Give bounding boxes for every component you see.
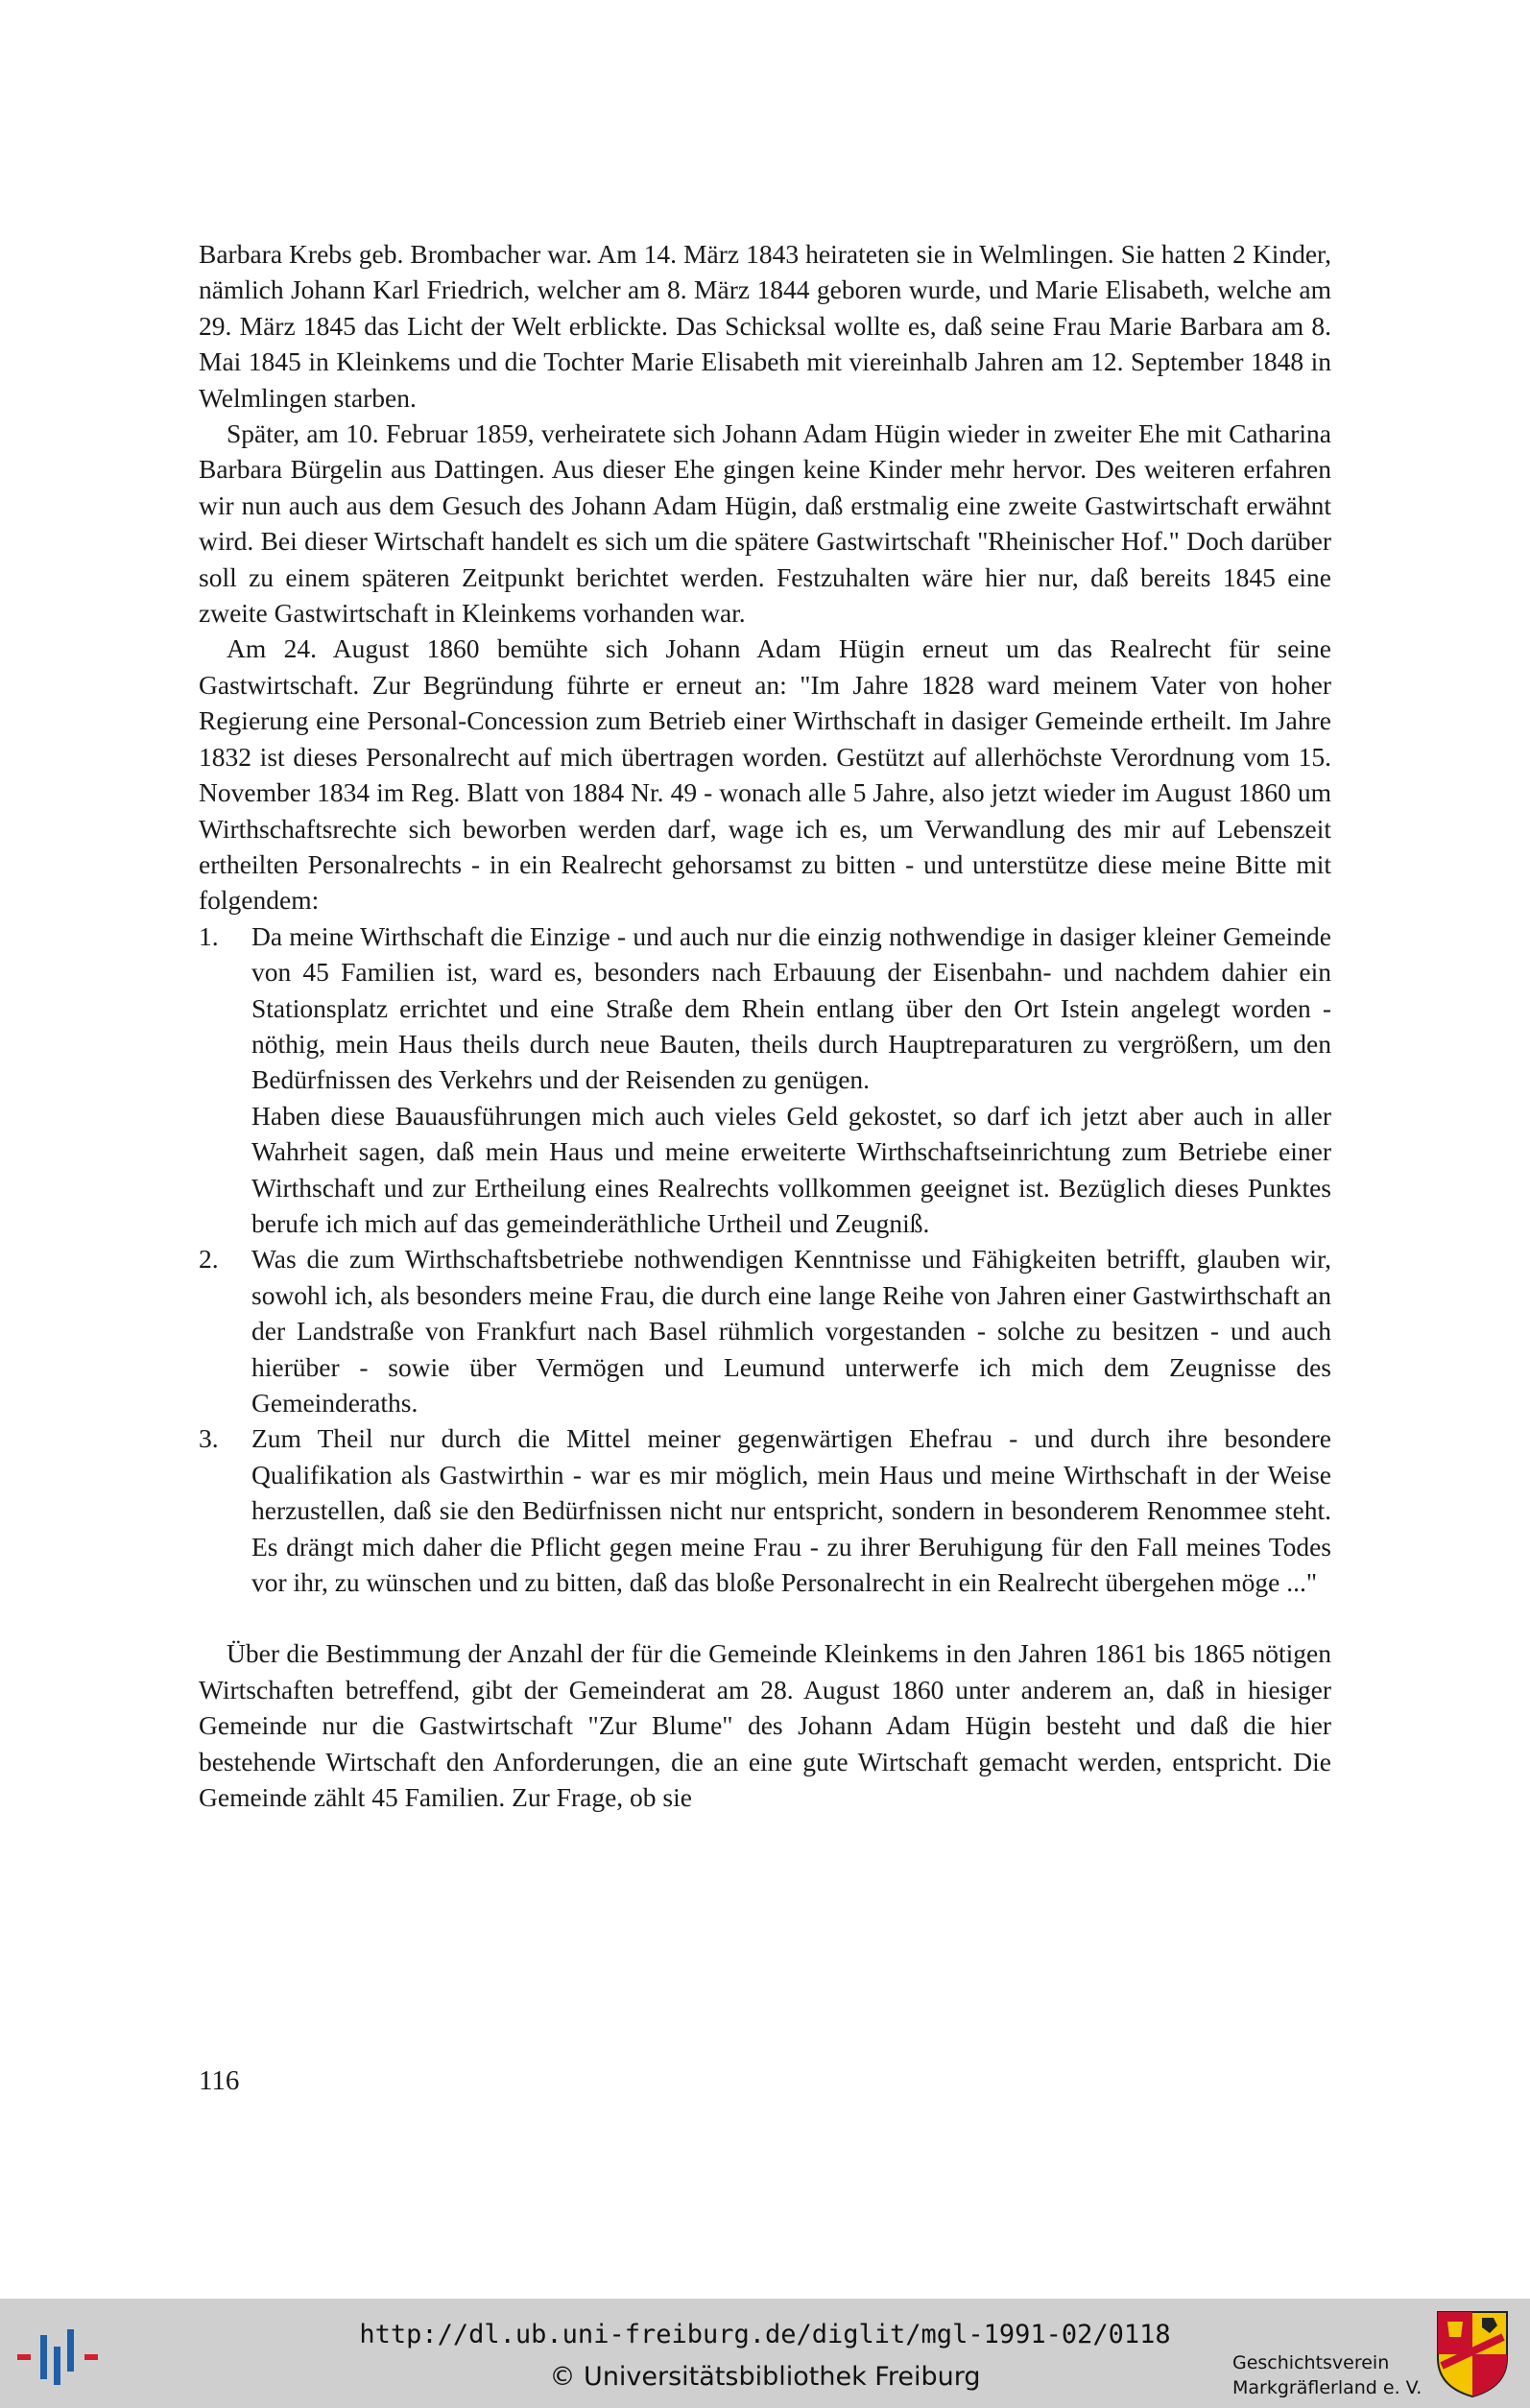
list-number: 1. <box>199 920 219 951</box>
page-number: 116 <box>199 2065 240 2096</box>
society-name <box>1232 2350 1422 2400</box>
society-line: Markgräflerland e. V. <box>1232 2377 1422 2398</box>
list-item <box>199 1241 1331 1420</box>
list-paragraph: Was die zum Wirthschaftsbetriebe nothwendigen Kenntnisse und Fähigkeiten betrifft, glauben wir, sowohl ich, als besonders meine Frau, die durch eine lange Reihe von Jahren einer Gastwirthschaft an der Landstraße von Frankfurt nach Basel rühmlich vorgestanden - solche zu besitzen - und auch hierüber - sowie über Vermögen und Leumund unterwerfe ich mich dem Zeugnisse des Gemeinderaths. <box>251 1244 1331 1418</box>
list-paragraph: Da meine Wirthschaft die Einzige - und auch nur die einzig nothwendige in dasiger kleiner Gemeinde von 45 Familien ist, ward es, besonders nach Erbauung der Eisenbahn- und nachdem dahier ein Stationsplatz errichtet und eine Straße dem Rhein entlang über den Ort Istein angelegt worden - nöthig, mein Haus theils durch neue Bauten, theils durch Hauptreparaturen zu vergrößern, um den Bedürfnissen des Verkehrs und der Reisenden zu genügen. <box>251 920 1331 1095</box>
list-paragraph: Haben diese Bauausführungen mich auch vieles Geld gekostet, so darf ich jetzt aber auch in aller Wahrheit sagen, daß mein Haus und meine erweiterte Wirthschaftseinrichtung zum Betriebe einer Wirthschaft und zur Ertheilung eines Realrechts vollkommen geeignet ist. Bezüglich dieses Punktes berufe ich mich auf das gemeinderäthliche Urtheil und Zeugniß. <box>251 1100 1331 1238</box>
paragraph: Am 24. August 1860 bemühte sich Johann Adam Hügin erneut um das Realrecht für seine Gastwirtschaft. Zur Begründung führte er erneut an: "Im Jahre 1828 ward meinem Vater von hoher Regierung eine Personal-Concession zum Betrieb einer Wirthschaft in dasiger Gemeinde ertheilt. Im Jahre 1832 ist dieses Personalrecht auf mich übertragen worden. Gestützt auf allerhöchste Verordnung vom 15. November 1834 im Reg. Blatt von 1884 Nr. 49 - wonach alle 5 Jahre, also jetzt wieder im August 1860 um Wirthschaftsrechte sich beworben werden darf, wage ich es, um Verwandlung des mir auf Lebenszeit ertheilten Personalrechts - in ein Realrecht gehorsamst zu bitten - und unterstütze diese meine Bitte mit folgendem: <box>199 633 1331 916</box>
page-body <box>199 236 1331 1815</box>
society-line: Geschichtsverein <box>1232 2352 1390 2373</box>
footer-copyright: © Universitätsbibliothek Freiburg <box>549 2362 981 2392</box>
paragraph-gap <box>199 1600 1331 1635</box>
paragraph: Später, am 10. Februar 1859, verheiratete sich Johann Adam Hügin wieder in zweiter Ehe mit Catharina Barbara Bürgelin aus Dattingen. Aus dieser Ehe gingen keine Kinder mehr hervor. Des weiteren erfahren wir nun auch aus dem Gesuch des Johann Adam Hügin, daß erstmalig eine zweite Gastwirtschaft erwähnt wird. Bei dieser Wirtschaft handelt es sich um die spätere Gastwirtschaft "Rheinischer Hof." Doch darüber soll zu einem späteren Zeitpunkt berichtet werden. Festzuhalten wäre hier nur, daß bereits 1845 eine zweite Gastwirtschaft in Kleinkems vorhanden war. <box>199 418 1331 629</box>
footer-bar <box>0 2299 1530 2408</box>
list-item <box>199 918 1331 1242</box>
paragraph: Über die Bestimmung der Anzahl der für die Gemeinde Kleinkems in den Jahren 1861 bis 1865 nötigen Wirtschaften betreffend, gibt der Gemeinderat am 28. August 1860 unter anderem an, daß in hiesiger Gemeinde nur die Gastwirtschaft "Zur Blume" des Johann Adam Hügin besteht und daß die hier bestehende Wirtschaft den Anforderungen, die an eine gute Wirtschaft gemacht werden, entspricht. Die Gemeinde zählt 45 Familien. Zur Frage, ob sie <box>199 1638 1331 1813</box>
list-number: 3. <box>199 1423 219 1454</box>
paragraph: Barbara Krebs geb. Brombacher war. Am 14. März 1843 heirateten sie in Welmlingen. Sie hatten 2 Kinder, nämlich Johann Karl Friedrich, welcher am 8. März 1844 geboren wurde, und Marie Elisabeth, welche am 29. März 1845 das Licht der Welt erblickte. Das Schicksal wollte es, daß seine Frau Marie Barbara am 8. Mai 1845 in Kleinkems und die Tochter Marie Elisabeth mit viereinhalb Jahren am 12. September 1848 in Welmlingen starben. <box>199 239 1331 413</box>
list-number: 2. <box>199 1244 219 1275</box>
list-paragraph: Zum Theil nur durch die Mittel meiner gegenwärtigen Ehefrau - und durch ihre besondere Qualifikation als Gastwirthin - war es mir möglich, mein Haus und meine Wirthschaft in der Weise herzustellen, daß sie den Bedürfnissen nicht nur entspricht, sondern in besonderem Renommee steht. Es drängt mich daher die Pflicht gegen meine Frau - zu ihrer Beruhigung für den Fall meines Todes vor ihr, zu wünschen und zu bitten, daß das bloße Personalrecht in ein Realrecht übergehen möge ..." <box>251 1423 1331 1598</box>
list-item <box>199 1420 1331 1600</box>
footer-url-link[interactable]: http://dl.ub.uni-freiburg.de/diglit/mgl-1991-02/0118 <box>359 2320 1171 2349</box>
coat-of-arms-icon <box>1434 2308 1511 2398</box>
